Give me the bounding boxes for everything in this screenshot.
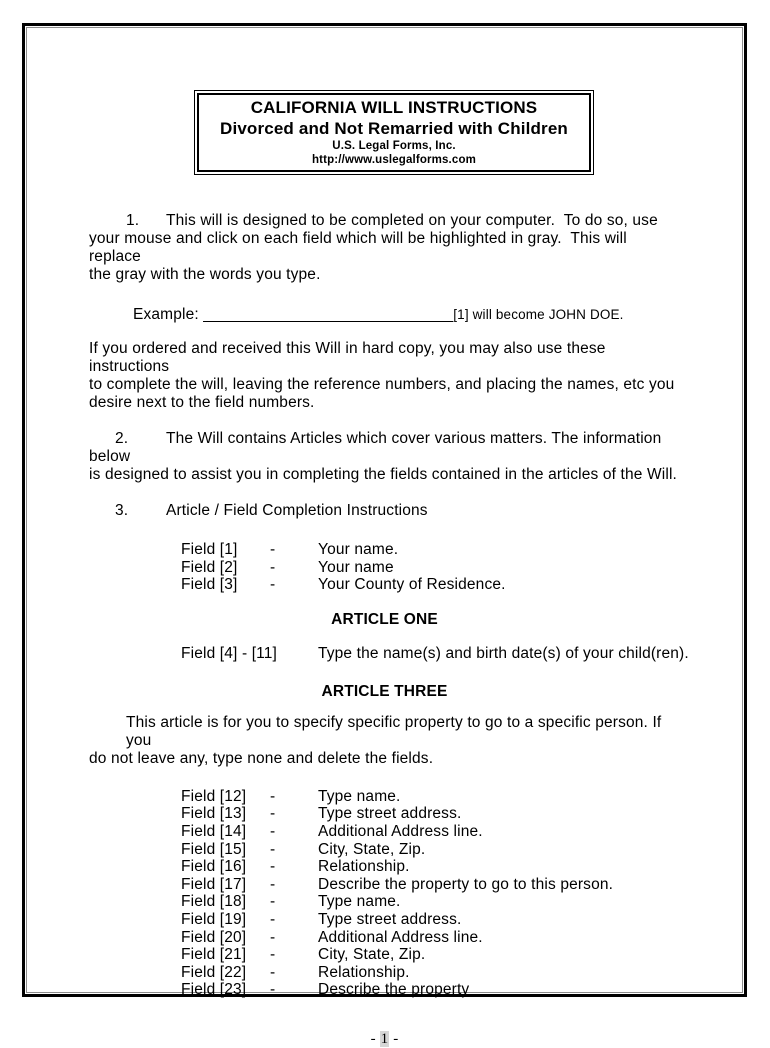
field-row <box>89 576 680 594</box>
field-desc: Describe the property to go to this person. <box>318 875 614 893</box>
field-desc: Type street address. <box>318 805 462 823</box>
field-desc: City, State, Zip. <box>318 946 426 964</box>
field-label: Field [3] <box>181 576 238 594</box>
field-label: Field [22] <box>181 963 247 981</box>
paragraph-2 <box>89 430 680 484</box>
field-label: Field [2] <box>181 558 238 576</box>
field-row <box>89 893 680 911</box>
page-border-inner <box>26 27 743 1047</box>
field-dash: - <box>270 558 276 576</box>
field-desc: Additional Address line. <box>318 928 483 946</box>
paragraph-3-number: 3. <box>115 502 129 519</box>
article-one-heading: ARTICLE ONE <box>331 610 438 628</box>
company-name: U.S. Legal Forms, Inc. <box>332 140 456 152</box>
paragraph-1-number: 1. <box>126 212 140 229</box>
field-row <box>89 964 680 982</box>
field-label: Field [15] <box>181 840 247 858</box>
example-line <box>89 306 680 324</box>
field-row <box>89 876 680 894</box>
field-desc: Your County of Residence. <box>318 576 506 594</box>
field-dash: - <box>270 787 276 805</box>
field-desc: Your name. <box>318 541 399 558</box>
paragraph-2-number: 2. <box>115 430 129 447</box>
field-label: Field [14] <box>181 822 247 840</box>
page-number-field: 1 <box>380 1030 389 1047</box>
field-desc: Describe the property <box>318 981 470 999</box>
field-label: Field [18] <box>181 893 247 911</box>
title-box <box>194 90 594 175</box>
field-desc: Type the name(s) and birth date(s) of your child(ren). <box>318 644 689 662</box>
field-dash: - <box>270 963 276 981</box>
field-dash: - <box>270 875 276 893</box>
field-row <box>89 788 680 806</box>
field-row <box>89 911 680 929</box>
article-three-paragraph-line-2: do not leave any, type none and delete the fields. <box>89 749 434 767</box>
article-three-heading: ARTICLE THREE <box>321 682 448 700</box>
field-dash: - <box>270 822 276 840</box>
page-number-prefix: - <box>370 1030 380 1047</box>
page-border <box>22 23 747 1047</box>
paragraph-1-line-1: 1. This will is designed to be completed on your computer. To do so, use <box>126 212 658 229</box>
field-desc: Your name <box>318 558 394 576</box>
field-label: Field [21] <box>181 946 247 964</box>
field-label: Field [19] <box>181 910 247 928</box>
field-label: Field [4] - [11] <box>181 644 278 662</box>
document-title: CALIFORNIA WILL INSTRUCTIONS <box>250 98 538 117</box>
field-desc: City, State, Zip. <box>318 840 426 858</box>
company-url: http://www.uslegalforms.com <box>312 154 476 166</box>
field-list-article-three <box>89 788 680 999</box>
document-subtitle: Divorced and Not Remarried with Children <box>220 119 568 138</box>
paragraph-hardcopy-line-3: desire next to the field numbers. <box>89 394 315 411</box>
field-desc: Type name. <box>318 787 401 805</box>
field-label: Field [17] <box>181 875 247 893</box>
field-label: Field [13] <box>181 805 247 823</box>
paragraph-1-line-3: the gray with the words you type. <box>89 266 321 283</box>
paragraph-3 <box>89 502 680 520</box>
field-desc: Type street address. <box>318 910 462 928</box>
field-row <box>89 541 680 559</box>
field-desc: Relationship. <box>318 963 410 981</box>
field-dash: - <box>270 981 276 999</box>
paragraph-3-line-1: 3. Article / Field Completion Instructions <box>115 502 428 519</box>
page-number-footer <box>89 1030 680 1048</box>
field-desc: Type name. <box>318 893 401 911</box>
field-label: Field [16] <box>181 858 247 876</box>
field-row <box>89 981 680 999</box>
field-label: Field [12] <box>181 787 247 805</box>
document-page <box>27 28 742 1047</box>
field-dash: - <box>270 858 276 876</box>
field-row <box>89 946 680 964</box>
paragraph-1 <box>89 212 680 284</box>
paragraph-2-line-2: is designed to assist you in completing the fields contained in the articles of the Will. <box>89 466 678 483</box>
article-three-paragraph <box>89 714 680 768</box>
field-label: Field [23] <box>181 981 247 999</box>
paragraph-2-line-1: 2. The Will contains Articles which cover various matters. The information below <box>89 430 666 465</box>
field-row <box>89 823 680 841</box>
field-desc: Additional Address line. <box>318 822 483 840</box>
field-desc: Relationship. <box>318 858 410 876</box>
field-label: Field [20] <box>181 928 247 946</box>
example-suffix: [1] will become JOHN DOE. <box>453 307 624 322</box>
field-dash: - <box>270 840 276 858</box>
field-row <box>89 858 680 876</box>
field-dash: - <box>270 928 276 946</box>
field-list-intro <box>89 541 680 594</box>
paragraph-1-line-2: your mouse and click on each field which will be highlighted in gray. This will replace <box>89 230 632 265</box>
article-three-paragraph-line-1: This article is for you to specify specific property to go to a specific person. If you <box>126 713 666 749</box>
field-dash: - <box>270 946 276 964</box>
field-dash: - <box>270 541 276 558</box>
field-row <box>89 929 680 947</box>
example-prefix: Example: <box>133 306 204 323</box>
field-dash: - <box>270 893 276 911</box>
paragraph-hardcopy <box>89 340 680 412</box>
paragraph-hardcopy-line-1: If you ordered and received this Will in hard copy, you may also use these instructions <box>89 340 611 375</box>
field-dash: - <box>270 805 276 823</box>
field-row <box>89 841 680 859</box>
paragraph-hardcopy-line-2: to complete the will, leaving the reference numbers, and placing the names, etc you <box>89 376 675 393</box>
field-label: Field [1] <box>181 541 238 558</box>
field-row <box>89 559 680 577</box>
field-row <box>89 805 680 823</box>
field-dash: - <box>270 910 276 928</box>
example-blank-line: _____________________________ <box>203 306 454 323</box>
title-box-inner <box>197 93 591 172</box>
field-row-4-11 <box>89 644 689 663</box>
page-number-suffix: - <box>389 1030 399 1047</box>
field-dash: - <box>270 576 276 594</box>
